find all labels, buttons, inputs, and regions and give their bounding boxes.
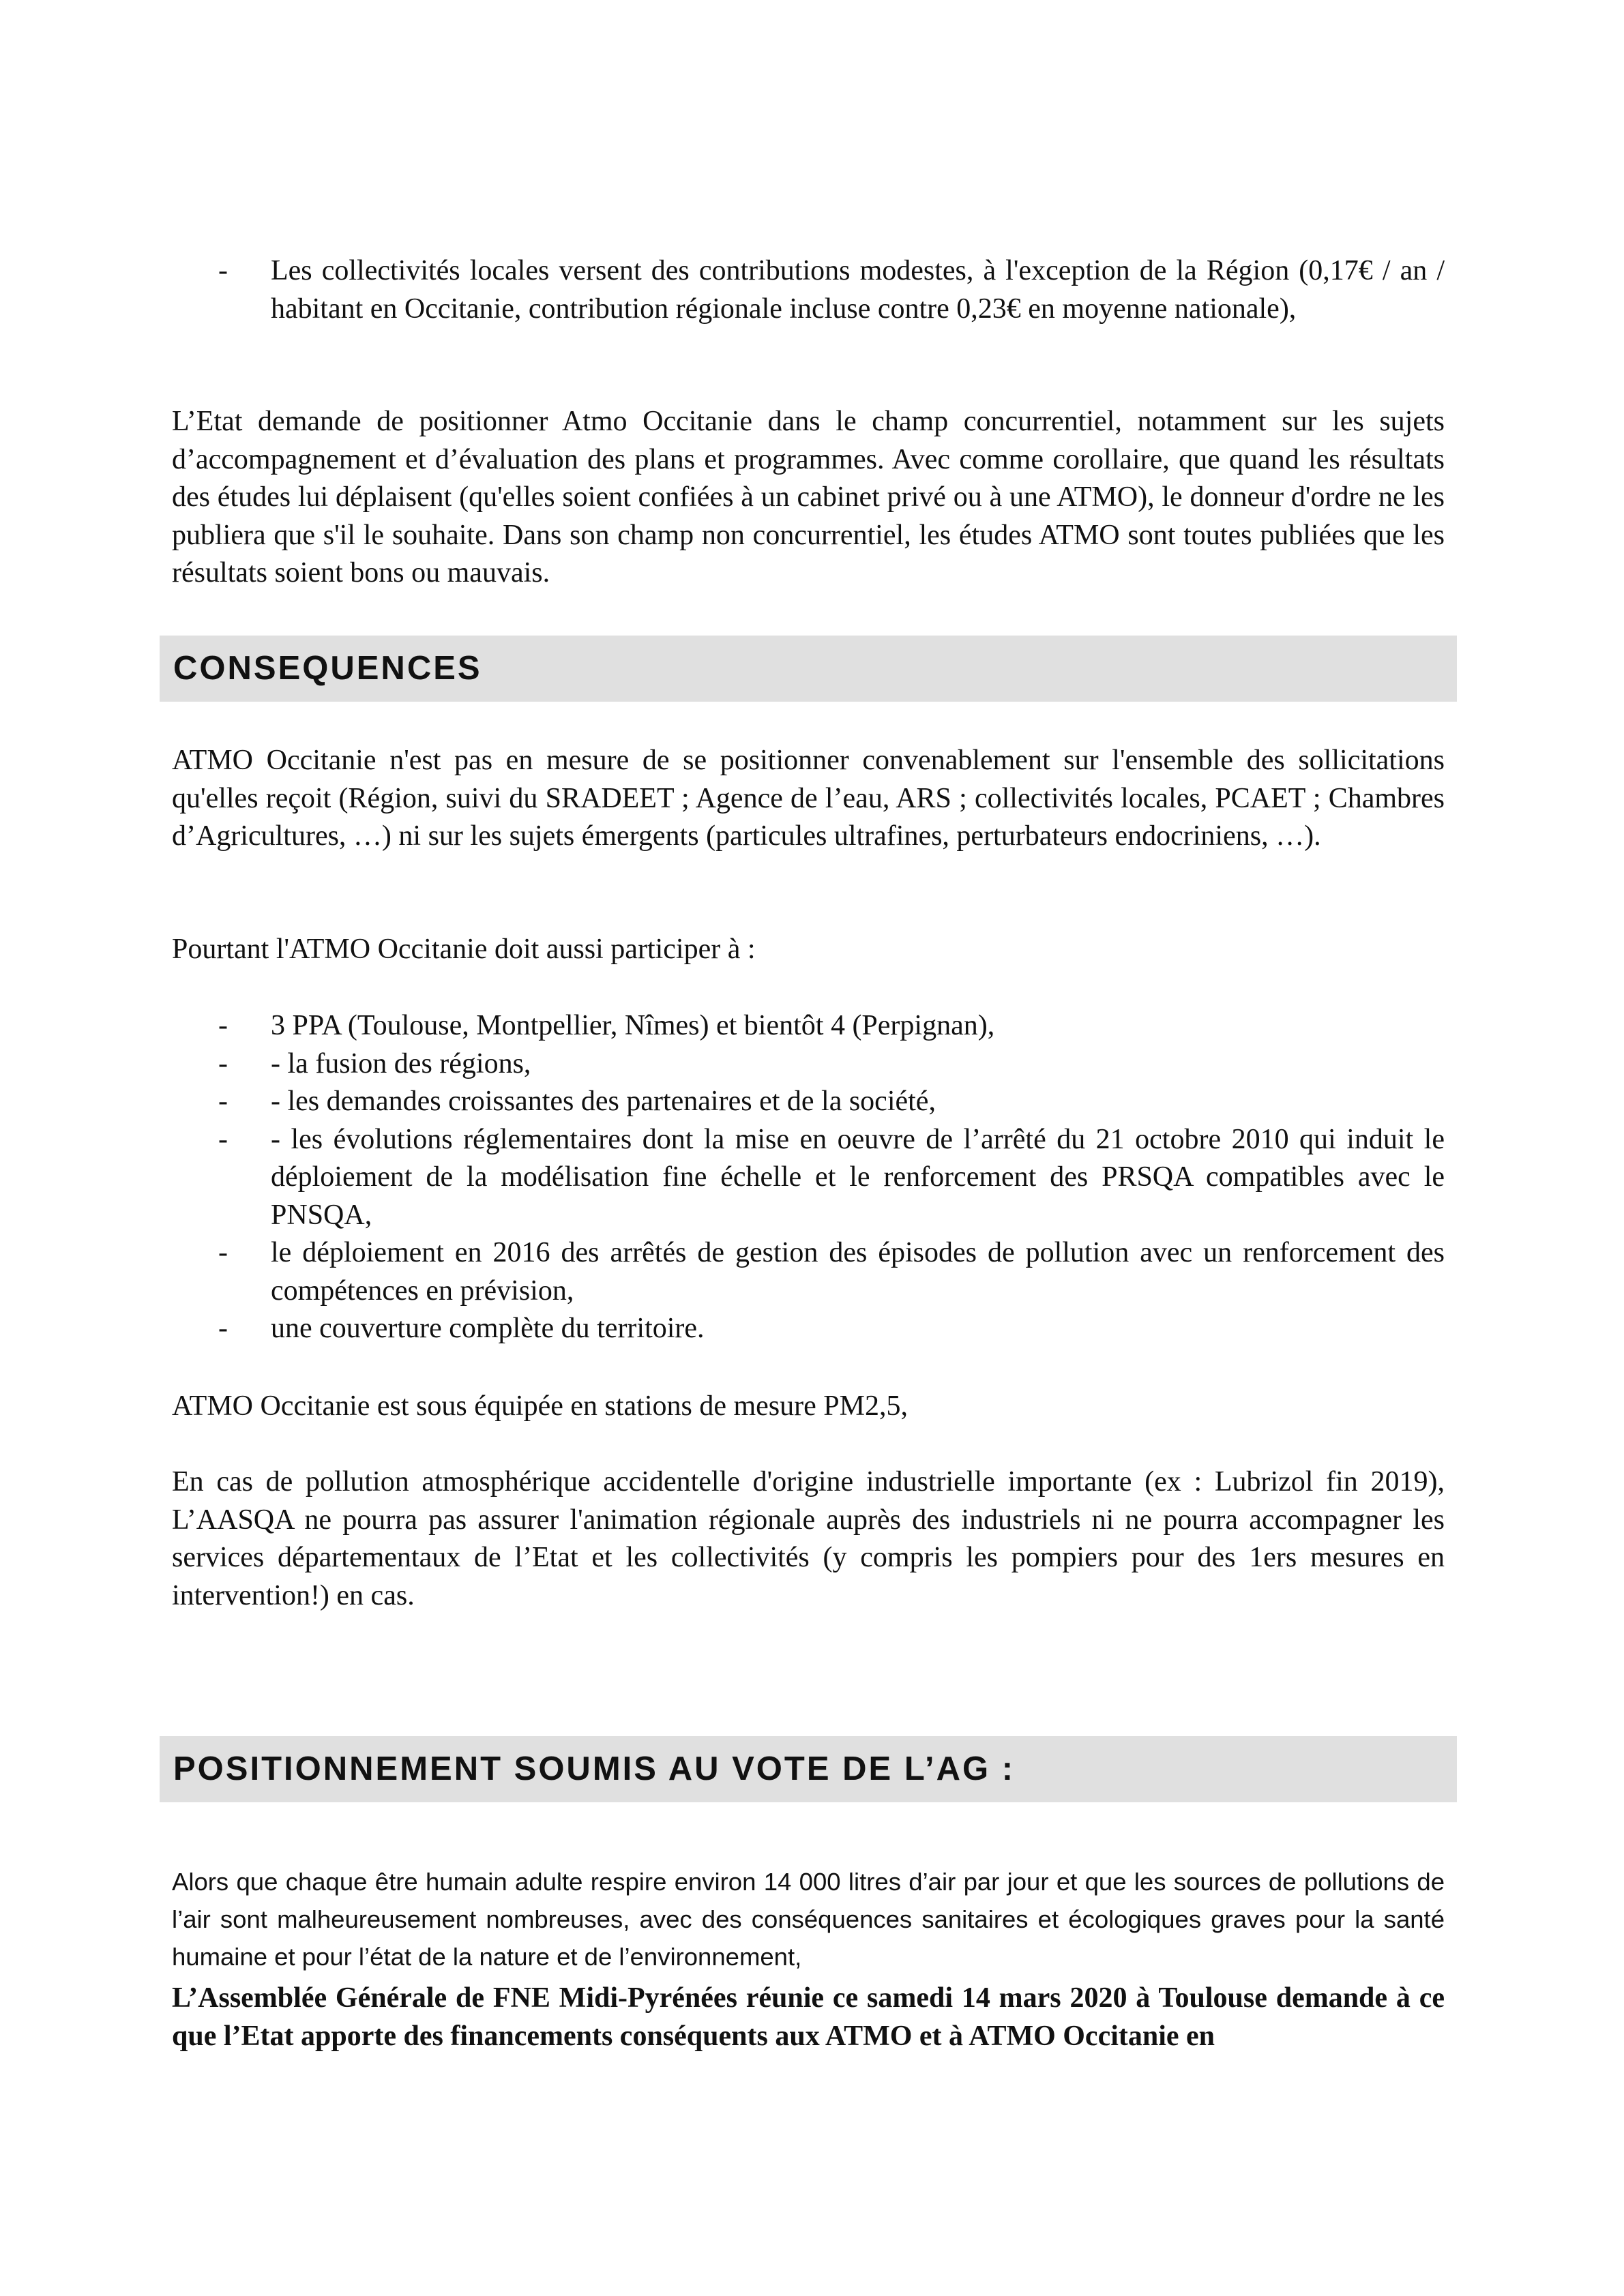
vote-heading: POSITIONNEMENT SOUMIS AU VOTE DE L’AG : (173, 1750, 1016, 1787)
list-item-text: Les collectivités locales versent des contributions modestes, à l'exception de la Région (0,17€ / an / habitant en Occitanie, contribution régionale incluse contre 0,23€ en moyenne nationale), (271, 255, 1445, 325)
vote-paragraph-2: L’Assemblée Générale de FNE Midi-Pyrénées réunie ce samedi 14 mars 2020 à Toulouse demande à ce que l’Etat apporte des financements conséquents aux ATMO et à ATMO Occitanie en (172, 1982, 1445, 2052)
list-dash: - (218, 1010, 228, 1041)
list-dash: - (218, 1047, 228, 1079)
consequences-paragraph-3: ATMO Occitanie est sous équipée en stations de mesure PM2,5, (172, 1390, 908, 1422)
consequences-paragraph-2: Pourtant l'ATMO Occitanie doit aussi participer à : (172, 934, 756, 965)
vote-heading-band (160, 1736, 1457, 1802)
list-item-text: le déploiement en 2016 des arrêtés de gestion des épisodes de pollution avec un renforcement des compétences en prévision, (271, 1237, 1445, 1307)
participation-list (172, 1007, 1445, 1348)
list-item (172, 1083, 1445, 1121)
vote-paragraph-1: Alors que chaque être humain adulte respire environ 14 000 litres d’air par jour et que les sources de pollutions de l’air sont malheureusement nombreuses, avec des conséquences sanitaires et écologiques graves pour la santé humaine et pour l’état de la nature et de l’environnement, (172, 1868, 1445, 1971)
list-item-text: - les évolutions réglementaires dont la mise en oeuvre de l’arrêté du 21 octobre 2010 qui induit le déploiement de la modélisation fine échelle et le renforcement des PRSQA compatibles avec le PNSQA, (271, 1123, 1445, 1231)
list-dash: - (218, 1313, 228, 1344)
list-item-text: 3 PPA (Toulouse, Montpellier, Nîmes) et bientôt 4 (Perpignan), (271, 1010, 995, 1041)
consequences-heading: CONSEQUENCES (173, 650, 482, 687)
list-item (172, 1121, 1445, 1235)
consequences-paragraph-1: ATMO Occitanie n'est pas en mesure de se positionner convenablement sur l'ensemble des sollicitations qu'elles reçoit (Région, suivi du SRADEET ; Agence de l’eau, ARS ; collectivités locales, PCAET ; Chambres d’Agricultures, …) ni sur les sujets émergents (particules ultrafines, perturbateurs endocriniens, …). (172, 745, 1445, 852)
consequences-heading-band (160, 636, 1457, 702)
list-item (172, 1310, 1445, 1348)
list-item (172, 1007, 1445, 1045)
list-dash: - (218, 1123, 228, 1155)
list-item-text: - les demandes croissantes des partenaires et de la société, (271, 1086, 936, 1117)
list-item (172, 1045, 1445, 1084)
list-dash: - (218, 1237, 228, 1268)
consequences-paragraph-4: En cas de pollution atmosphérique accidentelle d'origine industrielle importante (ex : Lubrizol fin 2019), L’AASQA ne pourra pas assurer l'animation régionale auprès des industriels ni ne pourra accompagner les services départementaux de l’Etat et les collectivités (y compris les pompiers pour des 1ers mesures en intervention!) en cas. (172, 1466, 1445, 1611)
list-dash: - (218, 1086, 228, 1117)
list-item (172, 1234, 1445, 1310)
etat-paragraph: L’Etat demande de positionner Atmo Occitanie dans le champ concurrentiel, notamment sur les sujets d’accompagnement et d’évaluation des plans et programmes. Avec comme corollaire, que quand les résultats des études lui déplaisent (qu'elles soient confiées à un cabinet privé ou à une ATMO), le donneur d'ordre ne les publiera que s'il le souhaite. Dans son champ non concurrentiel, les études ATMO sont toutes publiées que les résultats soient bons ou mauvais. (172, 406, 1445, 588)
list-item-text: une couverture complète du territoire. (271, 1313, 705, 1344)
list-item-text: - la fusion des régions, (271, 1047, 531, 1079)
list-dash: - (218, 255, 228, 286)
contributions-list (172, 252, 1445, 328)
list-item (172, 252, 1445, 328)
